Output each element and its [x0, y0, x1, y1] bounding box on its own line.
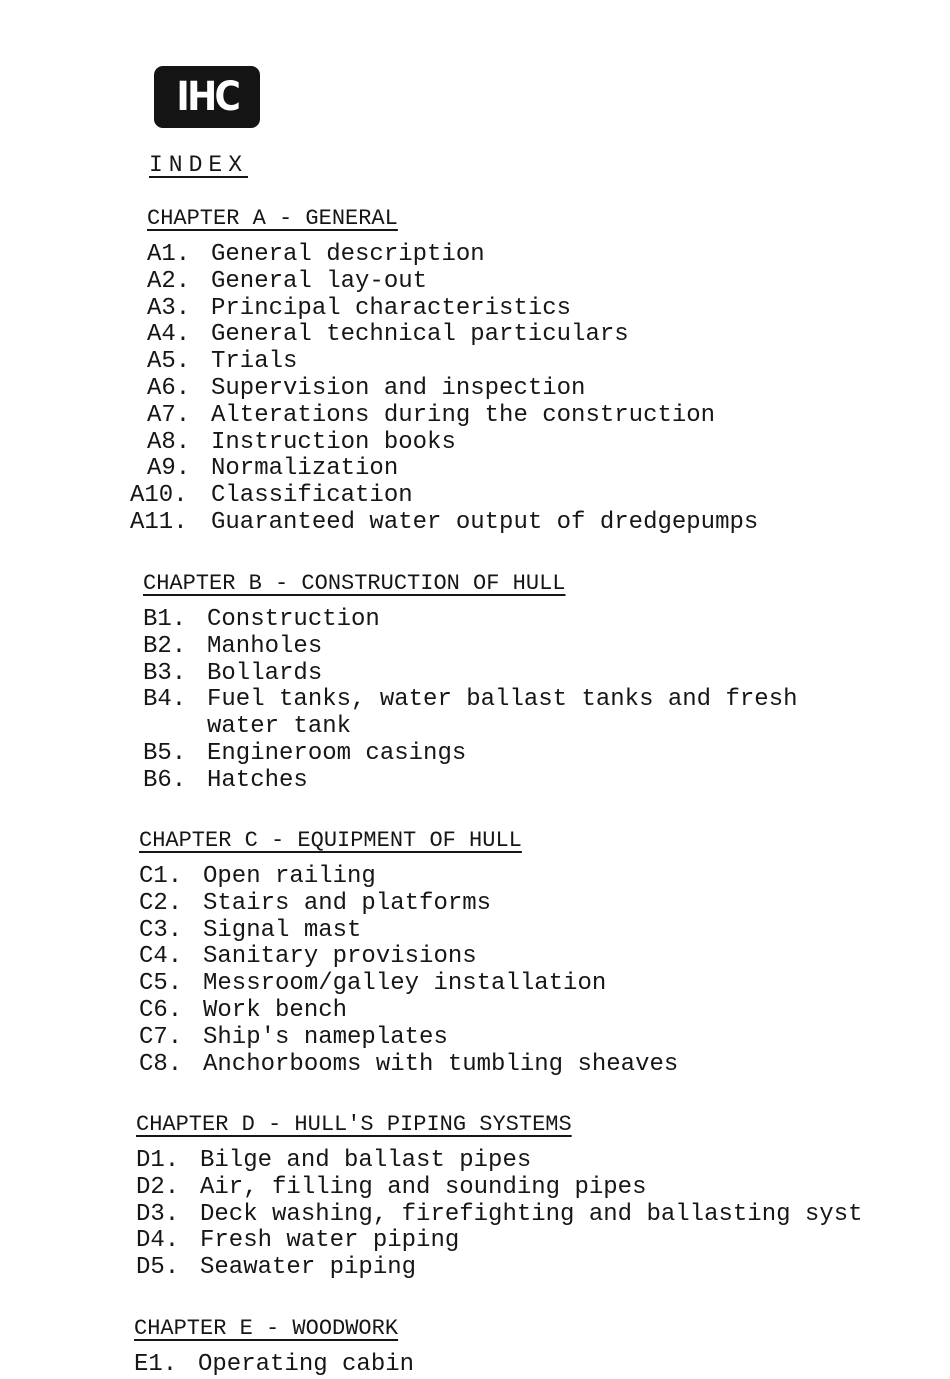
chapter-title: CHAPTER C - EQUIPMENT OF HULL [139, 828, 522, 853]
list-item [147, 242, 758, 269]
item-code: B3. [143, 659, 187, 687]
list-item [139, 918, 678, 945]
chapter-c [139, 828, 678, 1078]
list-item [139, 971, 678, 998]
list-item [136, 1255, 863, 1282]
list-item [136, 1148, 863, 1175]
item-text: General lay-out [211, 267, 428, 295]
item-code: A11. [130, 508, 188, 536]
item-text: Ship's nameplates [203, 1023, 448, 1051]
item-code: A1. [147, 241, 191, 268]
logo-text: IHC [176, 74, 238, 120]
chapter-title: CHAPTER B - CONSTRUCTION OF HULL [143, 571, 566, 596]
list-item [147, 403, 758, 430]
list-item [130, 482, 758, 510]
item-text: Guaranteed water output of dredgepumps [211, 508, 759, 536]
item-text: Seawater piping [200, 1254, 417, 1282]
item-text: Deck washing, firefighting and ballasting syst [200, 1200, 863, 1228]
list-item [143, 661, 798, 688]
item-text: Trials [211, 348, 298, 376]
item-code: C1. [139, 863, 183, 890]
item-code: D5. [136, 1254, 180, 1282]
item-text: Construction [207, 606, 380, 633]
item-text: Fuel tanks, water ballast tanks and fresh [207, 686, 798, 714]
item-code: C3. [139, 916, 183, 944]
item-code: A2. [147, 267, 191, 295]
item-code: A4. [147, 321, 191, 349]
list-item [143, 741, 798, 768]
list-item [139, 998, 678, 1025]
item-text: Alterations during the construction [211, 401, 716, 429]
list-item [147, 376, 758, 403]
item-text: Air, filling and sounding pipes [200, 1173, 647, 1201]
list-item [139, 864, 678, 891]
item-text: Bollards [207, 659, 323, 687]
item-code: C2. [139, 889, 183, 917]
item-code: C4. [139, 943, 183, 971]
list-item [139, 944, 678, 971]
list-item [143, 634, 798, 661]
item-text: Engineroom casings [207, 739, 467, 767]
item-code: D2. [136, 1173, 180, 1201]
list-item [130, 508, 759, 537]
item-code: B1. [143, 606, 187, 633]
item-code: A9. [147, 455, 191, 483]
item-code: A3. [147, 294, 191, 322]
list-item [147, 430, 758, 457]
item-text: General technical particulars [211, 321, 629, 349]
list-item [147, 322, 758, 349]
list-item [143, 768, 798, 795]
item-text: Hatches [207, 766, 308, 794]
list-item [139, 1052, 678, 1079]
list-item [143, 607, 798, 634]
chapter-title: CHAPTER E - WOODWORK [134, 1316, 399, 1341]
list-item [147, 269, 758, 296]
list-item [147, 349, 758, 376]
chapter-a [130, 206, 759, 537]
item-text: Work bench [203, 996, 348, 1024]
item-text: Classification [211, 482, 413, 510]
item-text: Normalization [211, 455, 399, 483]
list-item [134, 1352, 414, 1379]
item-text: General description [211, 241, 485, 268]
item-code: C8. [139, 1050, 183, 1078]
list-item [139, 1025, 678, 1052]
item-code: C7. [139, 1023, 183, 1051]
ihc-logo [154, 66, 260, 128]
item-code: A8. [147, 428, 191, 456]
chapter-b [143, 571, 798, 795]
item-code: C5. [139, 970, 183, 998]
item-code: B5. [143, 739, 187, 767]
item-text: Operating cabin [198, 1351, 415, 1378]
index-title: INDEX [149, 152, 249, 178]
item-code: B6. [143, 766, 187, 794]
item-code: A5. [147, 348, 191, 376]
list-item [136, 1228, 863, 1255]
item-code: B2. [143, 632, 187, 660]
item-text: Instruction books [211, 428, 456, 456]
list-item [143, 687, 798, 714]
item-text: Anchorbooms with tumbling sheaves [203, 1050, 679, 1078]
item-text: Manholes [207, 632, 323, 660]
item-code: A7. [147, 401, 191, 429]
chapter-title: CHAPTER D - HULL'S PIPING SYSTEMS [136, 1112, 572, 1137]
item-code: A10. [130, 482, 188, 510]
list-item [147, 456, 758, 483]
list-item-continuation: water tank [207, 713, 352, 741]
item-code: E1. [134, 1351, 178, 1378]
item-text: Stairs and platforms [203, 889, 492, 917]
item-text: Messroom/galley installation [203, 970, 607, 998]
item-text: Open railing [203, 863, 376, 890]
chapter-e [134, 1316, 414, 1379]
item-text: Signal mast [203, 916, 362, 944]
item-code: D1. [136, 1147, 180, 1174]
item-text: Sanitary provisions [203, 943, 477, 971]
item-code: A6. [147, 374, 191, 402]
item-code: D4. [136, 1227, 180, 1255]
list-item [139, 891, 678, 918]
item-code: D3. [136, 1200, 180, 1228]
list-item [136, 1175, 863, 1202]
item-text: Supervision and inspection [211, 374, 586, 402]
item-code: C6. [139, 996, 183, 1024]
item-text: Principal characteristics [211, 294, 572, 322]
chapter-d [136, 1112, 863, 1282]
item-code: B4. [143, 686, 187, 714]
item-text: Bilge and ballast pipes [200, 1147, 532, 1174]
list-item [136, 1202, 863, 1229]
item-text: Fresh water piping [200, 1227, 460, 1255]
chapter-title: CHAPTER A - GENERAL [147, 206, 398, 231]
list-item [147, 296, 758, 323]
